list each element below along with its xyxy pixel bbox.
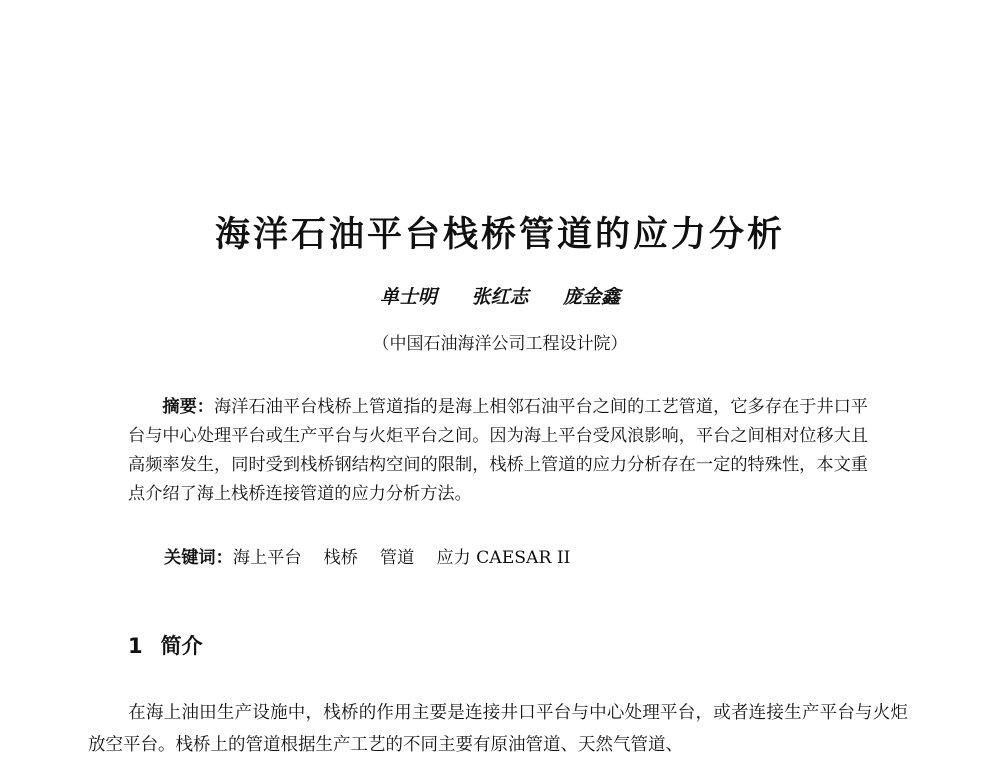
abstract-label: 摘要： <box>162 397 215 417</box>
author-list <box>0 284 1000 310</box>
keyword: 应力 CAESAR II <box>436 548 571 568</box>
body-paragraph: 在海上油田生产设施中，栈桥的作用主要是连接井口平台与中心处理平台，或者连接生产平台与火炬放空平台。栈桥上的管道根据生产工艺的不同主要有原油管道、天然气管道、 <box>88 703 908 755</box>
abstract-text: 海洋石油平台栈桥上管道指的是海上相邻石油平台之间的工艺管道，它多存在于井口平台与中心处理平台或生产平台与火炬平台之间。因为海上平台受风浪影响，平台之间相对位移大且高频率发生，同时受到栈桥钢结构空间的限制，栈桥上管道的应力分析存在一定的特殊性，本文重点介绍了海上栈桥连接管道的应力分析方法。 <box>128 397 868 504</box>
keywords-label: 关键词： <box>164 548 233 568</box>
paper-title: 海洋石油平台栈桥管道的应力分析 <box>214 215 785 255</box>
abstract <box>128 393 868 509</box>
section-number: 1 <box>128 634 143 658</box>
keyword: 管道 <box>379 548 415 568</box>
section-heading <box>128 631 203 661</box>
author-name: 单士明 <box>379 286 437 308</box>
keywords <box>164 545 864 571</box>
keyword: 海上平台 <box>232 548 302 568</box>
section-title: 简介 <box>160 634 203 658</box>
author-name: 庞金鑫 <box>563 286 621 308</box>
author-name: 张红志 <box>471 286 529 308</box>
affiliation: （中国石油海洋公司工程设计院） <box>372 334 628 354</box>
keyword: 栈桥 <box>323 548 358 568</box>
